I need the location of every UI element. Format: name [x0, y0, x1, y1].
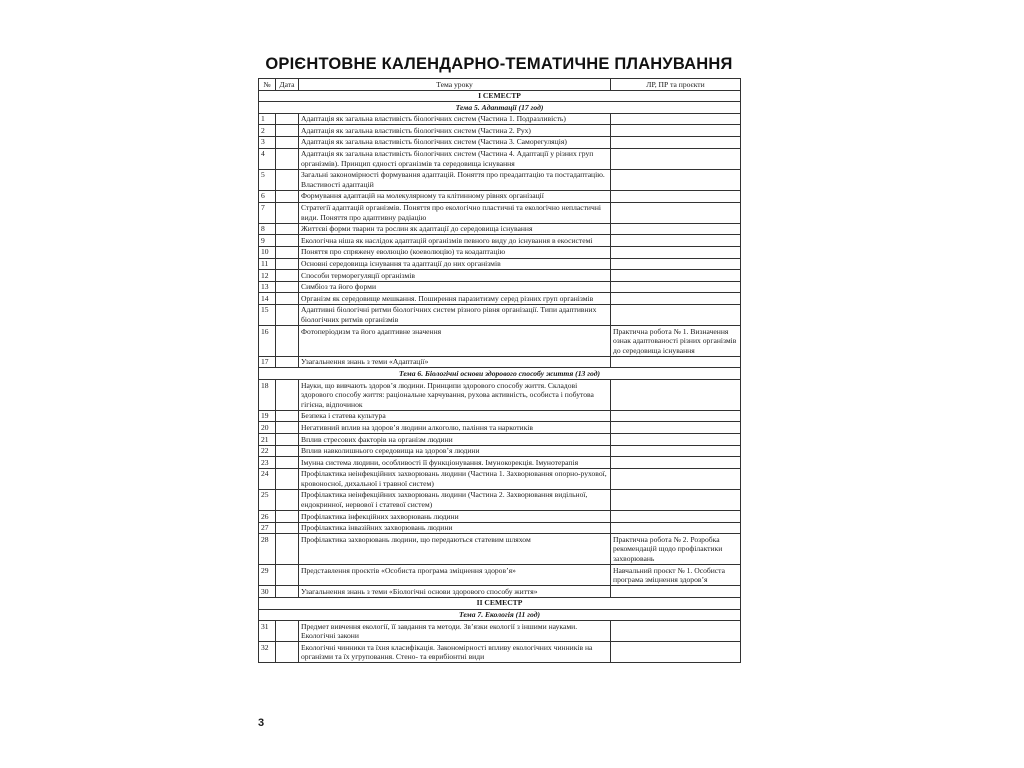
- lesson-topic: Узагальнення знань з теми «Адаптації»: [299, 356, 611, 368]
- lesson-topic: Вплив стресових факторів на організм людини: [299, 434, 611, 446]
- lesson-number: 28: [259, 534, 276, 565]
- table-header-row: [259, 79, 741, 91]
- lesson-number: 6: [259, 190, 276, 202]
- table-row: [259, 281, 741, 293]
- lesson-date: [276, 258, 299, 270]
- lesson-topic: Формування адаптацій на молекулярному та клітинному рівнях організації: [299, 190, 611, 202]
- lesson-topic: Безпека і статева культура: [299, 410, 611, 422]
- lesson-topic: Профілактика інвазійних захворювань людини: [299, 522, 611, 534]
- lesson-date: [276, 422, 299, 434]
- table-row: [259, 235, 741, 247]
- header-num: №: [259, 79, 276, 91]
- lesson-lab: [611, 113, 741, 125]
- lesson-lab: [611, 281, 741, 293]
- table-row: [259, 642, 741, 663]
- lesson-date: [276, 511, 299, 523]
- lesson-date: [276, 125, 299, 137]
- lesson-lab: [611, 356, 741, 368]
- lesson-lab: [611, 125, 741, 137]
- lesson-date: [276, 281, 299, 293]
- lesson-number: 30: [259, 586, 276, 598]
- table-row: [259, 422, 741, 434]
- theme-5-row: [259, 102, 741, 114]
- lesson-lab: [611, 434, 741, 446]
- lesson-lab: [611, 293, 741, 305]
- lesson-date: [276, 534, 299, 565]
- header-date: Дата: [276, 79, 299, 91]
- table-row: [259, 511, 741, 523]
- table-row: [259, 190, 741, 202]
- lesson-date: [276, 190, 299, 202]
- lesson-lab: [611, 422, 741, 434]
- lesson-number: 12: [259, 270, 276, 282]
- lesson-number: 25: [259, 489, 276, 510]
- lesson-topic: Симбіоз та його форми: [299, 281, 611, 293]
- lesson-lab: [611, 136, 741, 148]
- table-row: [259, 304, 741, 325]
- lesson-date: [276, 148, 299, 169]
- table-row: [259, 356, 741, 368]
- lesson-number: 7: [259, 202, 276, 223]
- lesson-lab: [611, 380, 741, 411]
- lesson-date: [276, 136, 299, 148]
- lesson-number: 11: [259, 258, 276, 270]
- table-row: [259, 148, 741, 169]
- lesson-topic: Організм як середовище мешкання. Поширення паразитизму серед різних груп організмів: [299, 293, 611, 305]
- lesson-date: [276, 326, 299, 357]
- lesson-date: [276, 621, 299, 642]
- lesson-date: [276, 113, 299, 125]
- lesson-topic: Адаптація як загальна властивість біологічних систем (Частина 1. Подразливість): [299, 113, 611, 125]
- table-row: [259, 223, 741, 235]
- lesson-date: [276, 202, 299, 223]
- lesson-lab: [611, 270, 741, 282]
- lesson-topic: Вплив навколишнього середовища на здоров’я людини: [299, 445, 611, 457]
- table-row: [259, 468, 741, 489]
- lesson-date: [276, 223, 299, 235]
- lesson-topic: Адаптивні біологічні ритми біологічних систем різного рівня організації. Типи адаптивних біологічних ритмів організмів: [299, 304, 611, 325]
- theme-title: Тема 7. Екологія (11 год): [259, 609, 741, 621]
- lesson-number: 13: [259, 281, 276, 293]
- header-lab: ЛР, ПР та проєкти: [611, 79, 741, 91]
- lesson-number: 17: [259, 356, 276, 368]
- lesson-number: 20: [259, 422, 276, 434]
- lesson-topic: Профілактика неінфекційних захворювань людини (Частина 2. Захворювання видільної, ендокринної, нервової і статевої систем): [299, 489, 611, 510]
- lesson-number: 4: [259, 148, 276, 169]
- lesson-topic: Стратегії адаптацій організмів. Поняття про екологічно пластичні та екологічно непластичні види. Поняття про адаптивну радіацію: [299, 202, 611, 223]
- lesson-date: [276, 457, 299, 469]
- lesson-topic: Узагальнення знань з теми «Біологічні основи здорового способу життя»: [299, 586, 611, 598]
- lesson-lab: [611, 445, 741, 457]
- lesson-date: [276, 410, 299, 422]
- table-row: [259, 258, 741, 270]
- lesson-number: 27: [259, 522, 276, 534]
- lesson-topic: Науки, що вивчають здоров’я людини. Принципи здорового способу життя. Складові здорового способу життя: раціональне харчування, рухова активність, особиста і побутова гігієна, відпочинок: [299, 380, 611, 411]
- lesson-lab: [611, 304, 741, 325]
- lesson-topic: Екологічні чинники та їхня класифікація. Закономірності впливу екологічних чинників на організми та їх угруповання. Стено- та еврибіонтні види: [299, 642, 611, 663]
- lesson-lab: [611, 223, 741, 235]
- table-row: [259, 457, 741, 469]
- lesson-date: [276, 356, 299, 368]
- lesson-topic: Життєві форми тварин та рослин як адаптації до середовища існування: [299, 223, 611, 235]
- lesson-number: 26: [259, 511, 276, 523]
- lesson-lab: [611, 457, 741, 469]
- lesson-number: 32: [259, 642, 276, 663]
- lesson-date: [276, 270, 299, 282]
- semester-title: ІІ СЕМЕСТР: [259, 597, 741, 609]
- lesson-number: 1: [259, 113, 276, 125]
- lesson-date: [276, 380, 299, 411]
- lesson-lab: [611, 468, 741, 489]
- lesson-date: [276, 235, 299, 247]
- table-row: [259, 534, 741, 565]
- lesson-topic: Фотоперіодизм та його адаптивне значення: [299, 326, 611, 357]
- lesson-date: [276, 586, 299, 598]
- lesson-topic: Представлення проєктів «Особиста програма зміцнення здоров’я»: [299, 565, 611, 586]
- calendar-plan-table: [258, 78, 741, 663]
- table-row: [259, 293, 741, 305]
- page-title: ОРІЄНТОВНЕ КАЛЕНДАРНО-ТЕМАТИЧНЕ ПЛАНУВАННЯ: [265, 55, 733, 73]
- lesson-number: 5: [259, 169, 276, 190]
- lesson-number: 18: [259, 380, 276, 411]
- lesson-topic: Загальні закономірності формування адаптацій. Поняття про преадаптацію та постадаптацію. Властивості адаптацій: [299, 169, 611, 190]
- lesson-topic: Способи терморегуляції організмів: [299, 270, 611, 282]
- lesson-lab: [611, 190, 741, 202]
- lesson-number: 21: [259, 434, 276, 446]
- table-row: [259, 169, 741, 190]
- lesson-date: [276, 304, 299, 325]
- lesson-topic: Негативний вплив на здоров’я людини алкоголю, паління та наркотиків: [299, 422, 611, 434]
- table-row: [259, 380, 741, 411]
- lesson-topic: Адаптація як загальна властивість біологічних систем (Частина 3. Саморегуляція): [299, 136, 611, 148]
- lesson-topic: Поняття про спряжену еволюцію (коеволюцію) та коадаптацію: [299, 246, 611, 258]
- lesson-date: [276, 169, 299, 190]
- theme-title: Тема 6. Біологічні основи здорового способу життя (13 год): [259, 368, 741, 380]
- lesson-date: [276, 468, 299, 489]
- semester-1-row: [259, 90, 741, 102]
- lesson-lab: [611, 169, 741, 190]
- lesson-date: [276, 642, 299, 663]
- table-row: [259, 445, 741, 457]
- table-row: [259, 586, 741, 598]
- lesson-topic: Імунна система людини, особливості її функціонування. Імунокорекція. Імунотерапія: [299, 457, 611, 469]
- table-row: [259, 434, 741, 446]
- lesson-lab: Навчальний проєкт № 1. Особиста програма зміцнення здоров’я: [611, 565, 741, 586]
- lesson-lab: [611, 511, 741, 523]
- semester-2-row: [259, 597, 741, 609]
- lesson-number: 16: [259, 326, 276, 357]
- lesson-date: [276, 293, 299, 305]
- table-row: [259, 270, 741, 282]
- lesson-lab: [611, 202, 741, 223]
- lesson-number: 2: [259, 125, 276, 137]
- lesson-topic: Екологічна ніша як наслідок адаптацій організмів певного виду до існування в екосистемі: [299, 235, 611, 247]
- lesson-number: 8: [259, 223, 276, 235]
- table-body: [259, 90, 741, 663]
- lesson-lab: [611, 522, 741, 534]
- lesson-lab: [611, 642, 741, 663]
- lesson-lab: Практична робота № 1. Визначення ознак адаптованості різних організмів до середовища існування: [611, 326, 741, 357]
- table-row: [259, 113, 741, 125]
- lesson-number: 15: [259, 304, 276, 325]
- lesson-topic: Основні середовища існування та адаптації до них організмів: [299, 258, 611, 270]
- table-row: [259, 522, 741, 534]
- lesson-topic: Адаптація як загальна властивість біологічних систем (Частина 4. Адаптації у різних груп організмів). Принцип єдності організмів та середовища існування: [299, 148, 611, 169]
- page-number: 3: [258, 717, 265, 729]
- semester-title: І СЕМЕСТР: [259, 90, 741, 102]
- lesson-lab: Практична робота № 2. Розробка рекомендацій щодо профілактики захворювань: [611, 534, 741, 565]
- lesson-number: 24: [259, 468, 276, 489]
- lesson-date: [276, 434, 299, 446]
- table-row: [259, 246, 741, 258]
- table-row: [259, 326, 741, 357]
- lesson-topic: Профілактика інфекційних захворювань людини: [299, 511, 611, 523]
- lesson-date: [276, 246, 299, 258]
- lesson-lab: [611, 586, 741, 598]
- theme-title: Тема 5. Адаптації (17 год): [259, 102, 741, 114]
- lesson-number: 9: [259, 235, 276, 247]
- lesson-date: [276, 565, 299, 586]
- theme-6-row: [259, 368, 741, 380]
- lesson-number: 10: [259, 246, 276, 258]
- lesson-topic: Профілактика неінфекційних захворювань людини (Частина 1. Захворювання опорно-рухової, кровоносної, дихальної і травної систем): [299, 468, 611, 489]
- header-topic: Тема уроку: [299, 79, 611, 91]
- theme-7-row: [259, 609, 741, 621]
- lesson-lab: [611, 246, 741, 258]
- table-row: [259, 136, 741, 148]
- lesson-lab: [611, 258, 741, 270]
- lesson-lab: [611, 148, 741, 169]
- table-row: [259, 621, 741, 642]
- lesson-date: [276, 522, 299, 534]
- lesson-number: 22: [259, 445, 276, 457]
- table-row: [259, 565, 741, 586]
- table-row: [259, 410, 741, 422]
- lesson-topic: Адаптація як загальна властивість біологічних систем (Частина 2. Рух): [299, 125, 611, 137]
- lesson-lab: [611, 410, 741, 422]
- lesson-topic: Профілактика захворювань людини, що передаються статевим шляхом: [299, 534, 611, 565]
- lesson-number: 29: [259, 565, 276, 586]
- table-row: [259, 202, 741, 223]
- lesson-number: 23: [259, 457, 276, 469]
- table-row: [259, 489, 741, 510]
- lesson-number: 14: [259, 293, 276, 305]
- lesson-number: 3: [259, 136, 276, 148]
- lesson-lab: [611, 621, 741, 642]
- lesson-date: [276, 445, 299, 457]
- lesson-lab: [611, 235, 741, 247]
- lesson-number: 19: [259, 410, 276, 422]
- lesson-date: [276, 489, 299, 510]
- lesson-lab: [611, 489, 741, 510]
- lesson-topic: Предмет вивчення екології, її завдання та методи. Зв’язки екології з іншими науками. Екологічні закони: [299, 621, 611, 642]
- lesson-number: 31: [259, 621, 276, 642]
- table-row: [259, 125, 741, 137]
